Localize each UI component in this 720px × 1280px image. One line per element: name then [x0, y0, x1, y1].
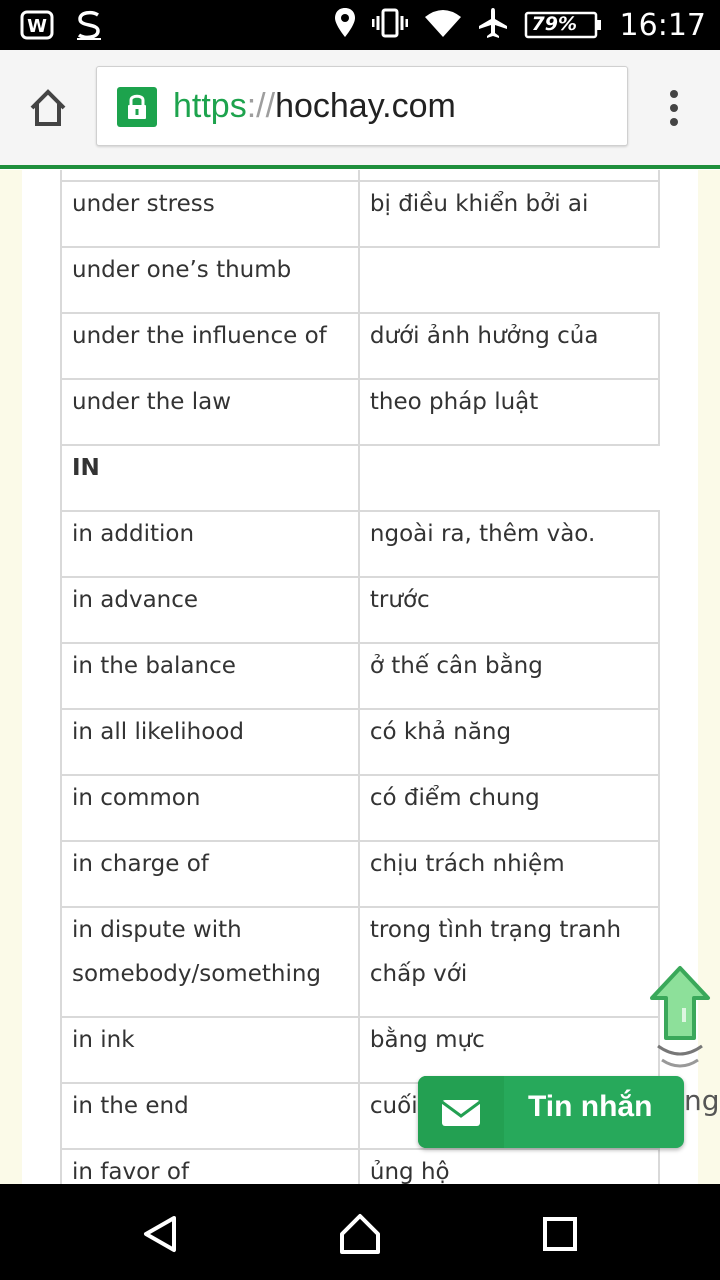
battery-indicator: [524, 10, 604, 40]
recent-apps-icon[interactable]: [542, 1216, 578, 1256]
table-row: [61, 907, 659, 1017]
table-row: [61, 313, 659, 379]
vi-cell: ngoài ra, thêm vào.: [359, 511, 659, 577]
w-app-icon: [20, 8, 54, 42]
message-button-label: Tin nhắn: [528, 1090, 653, 1123]
vi-cell: bằng mực: [359, 1017, 659, 1083]
en-cell: in the balance: [61, 643, 359, 709]
address-bar[interactable]: [96, 66, 628, 146]
en-cell: under stress: [61, 181, 359, 247]
home-icon[interactable]: [26, 86, 70, 130]
en-cell: in common: [61, 775, 359, 841]
url-separator: ://: [246, 87, 276, 125]
table-row: [61, 1149, 659, 1184]
en-cell: in addition: [61, 511, 359, 577]
home-nav-icon[interactable]: [338, 1212, 382, 1260]
toolbar-divider: [0, 165, 720, 169]
browser-toolbar: [0, 50, 720, 166]
table-row: [61, 511, 659, 577]
page-viewport: [0, 170, 720, 1184]
section-heading-cell: IN: [61, 445, 359, 511]
en-cell: under the law: [61, 379, 359, 445]
url-scheme: https: [173, 87, 247, 125]
clock: 16:17: [619, 7, 706, 43]
en-cell: in advance: [61, 577, 359, 643]
vocab-table: [60, 170, 660, 1184]
en-cell: in charge of: [61, 841, 359, 907]
battery-level: 79%: [531, 13, 578, 35]
table-row: [61, 247, 659, 313]
table-row: [61, 841, 659, 907]
en-cell: [61, 170, 359, 181]
vi-cell: trước: [359, 577, 659, 643]
status-bar: [0, 0, 720, 50]
more-options-icon[interactable]: [662, 88, 686, 128]
en-cell: in favor of: [61, 1149, 359, 1184]
wifi-icon: [424, 8, 462, 42]
navigation-bar: [0, 1184, 720, 1280]
vi-cell: trong tình trạng tranh chấp với: [359, 907, 659, 1017]
en-cell: in the end: [61, 1083, 359, 1149]
vi-cell: [359, 247, 659, 313]
url-host: hochay.com: [275, 87, 456, 125]
vi-cell: [359, 170, 659, 181]
en-cell: in dispute with somebody/something: [61, 907, 359, 1017]
overflow-text: ng: [684, 1084, 720, 1117]
table-row: [61, 170, 659, 181]
s-app-icon: [72, 8, 106, 42]
en-cell: under one’s thumb: [61, 247, 359, 313]
vi-cell: ở thế cân bằng: [359, 643, 659, 709]
vi-cell: có điểm chung: [359, 775, 659, 841]
table-row: [61, 1017, 659, 1083]
table-row: [61, 709, 659, 775]
vi-cell: có khả năng: [359, 709, 659, 775]
scroll-top-arrow-icon[interactable]: [648, 964, 712, 1084]
vi-cell: theo pháp luật: [359, 379, 659, 445]
lock-icon: [117, 87, 157, 127]
vi-cell: chịu trách nhiệm: [359, 841, 659, 907]
table-row: [61, 577, 659, 643]
airplane-icon: [478, 7, 508, 43]
table-row: [61, 379, 659, 445]
vi-cell: [359, 445, 659, 511]
vi-cell: bị điều khiển bởi ai: [359, 181, 659, 247]
vi-cell: ủng hộ: [359, 1149, 659, 1184]
url-text: [173, 87, 456, 126]
en-cell: in all likelihood: [61, 709, 359, 775]
vibrate-icon: [372, 8, 408, 42]
message-button[interactable]: [418, 1076, 684, 1148]
envelope-icon: [418, 1076, 504, 1148]
vi-cell: cuối: [359, 1083, 659, 1149]
back-icon[interactable]: [140, 1214, 180, 1258]
en-cell: under the influence of: [61, 313, 359, 379]
table-row: [61, 643, 659, 709]
location-icon: [334, 7, 356, 43]
en-cell: in ink: [61, 1017, 359, 1083]
table-row: [61, 445, 659, 511]
svg-text:W: W: [27, 16, 47, 37]
table-row: [61, 775, 659, 841]
vi-cell: dưới ảnh hưởng của: [359, 313, 659, 379]
table-row: [61, 181, 659, 247]
